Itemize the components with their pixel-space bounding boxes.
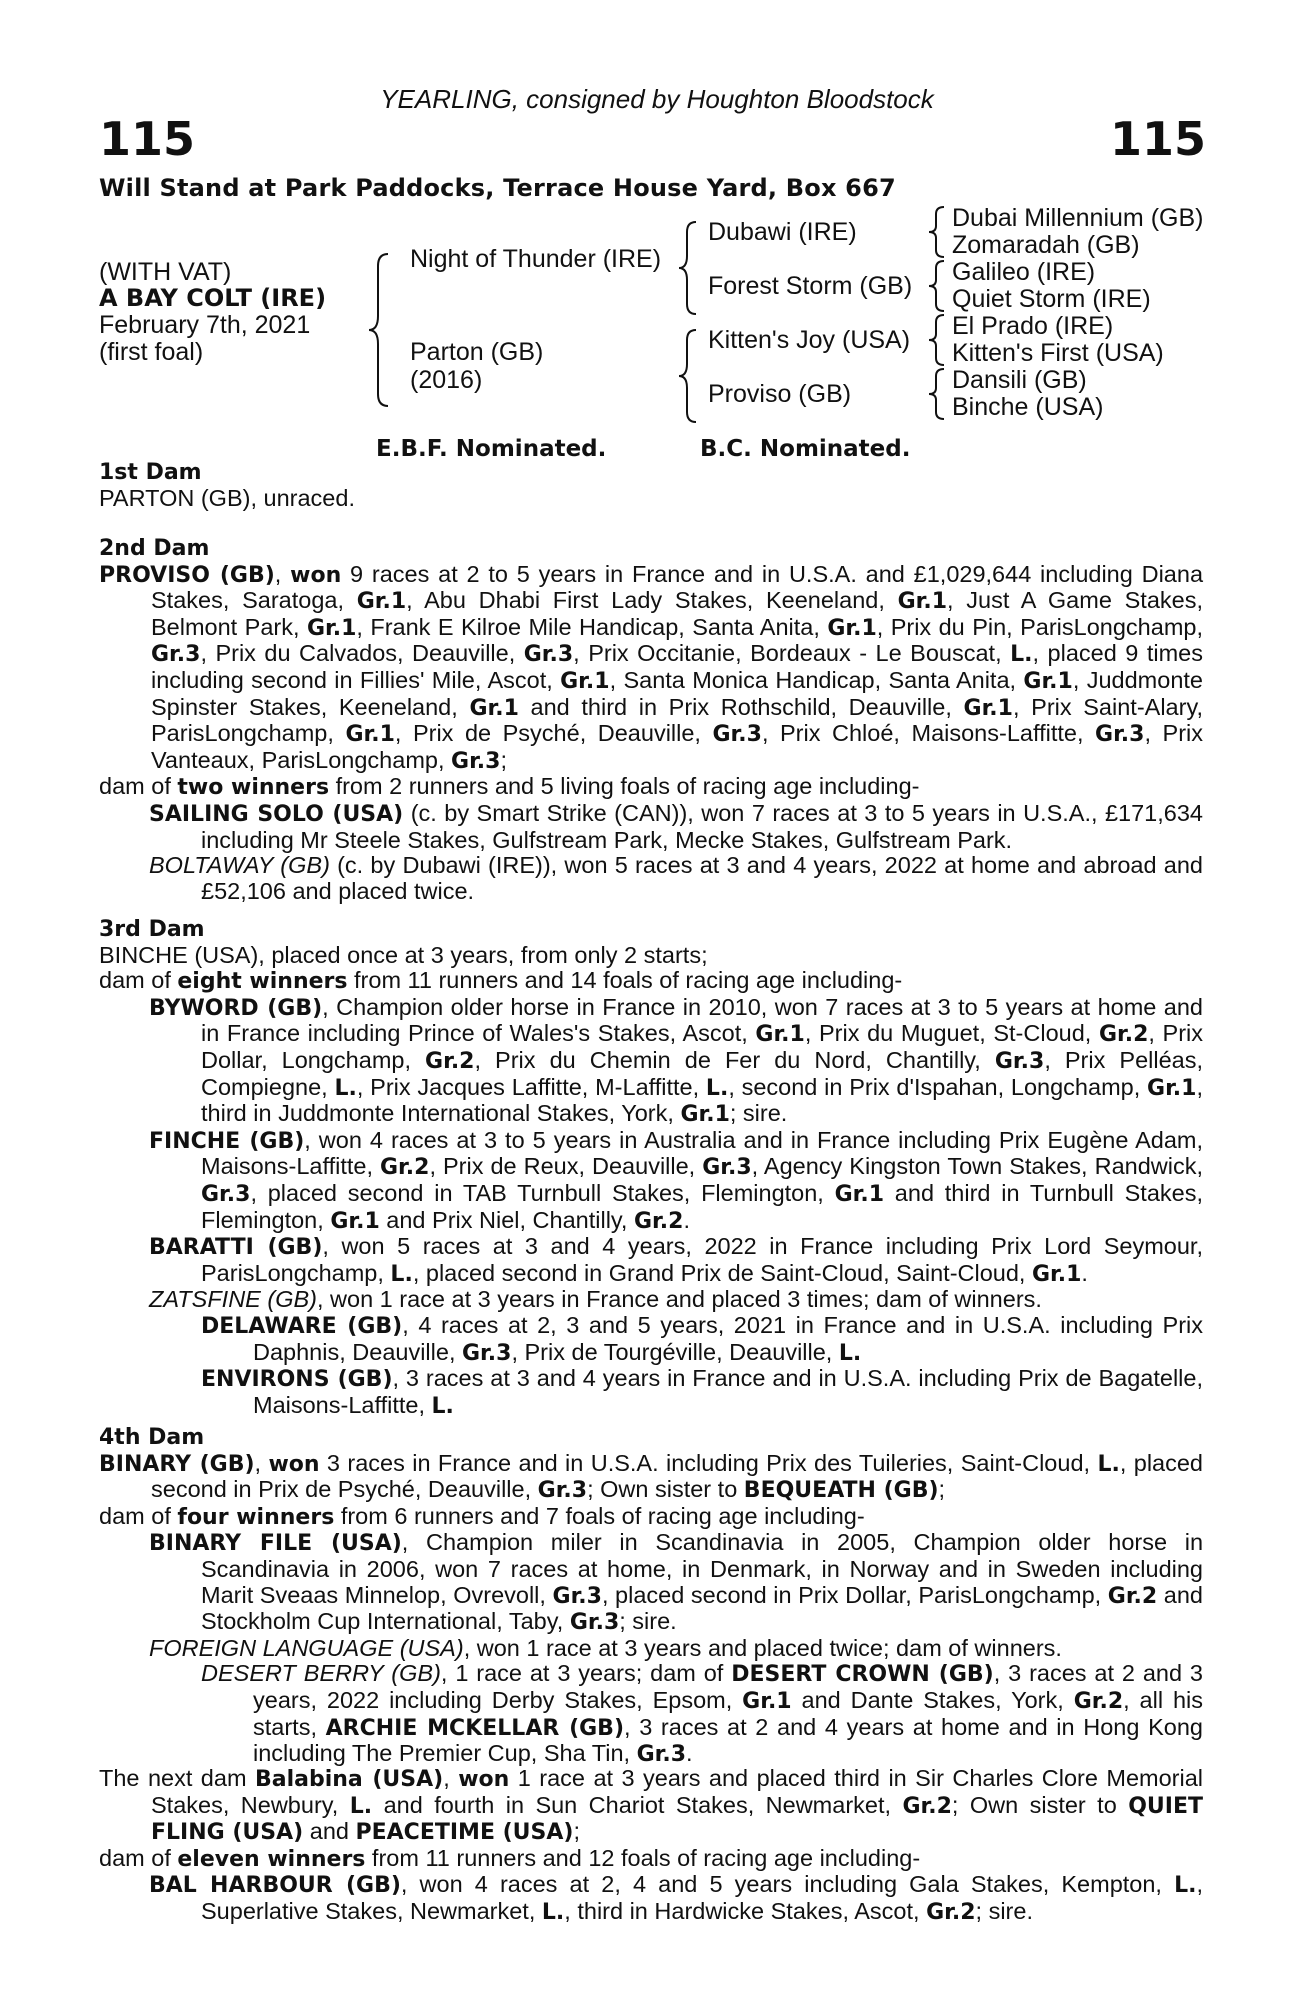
produce-bal-harbour: BAL HARBOUR (GB), won 4 races at 2, 4 and 5 years including Gala Stakes, Kempton, L., Superlative Stakes, Newmarket, L., third in Hardwicke Stakes, Ascot, Gr.2; sire. <box>149 1871 1203 1925</box>
fourth-dam-produce-summary: dam of four winners from 6 runners and 7 foals of racing age including- <box>99 1502 865 1530</box>
pedigree-dd: Proviso (GB) <box>708 380 852 408</box>
next-dam-produce-summary: dam of eleven winners from 11 runners and 12 foals of racing age including- <box>99 1844 921 1872</box>
produce-desert-berry: DESERT BERRY (GB), 1 race at 3 years; dam of DESERT CROWN (GB), 3 races at 2 and 3 years, 2022 including Derby Stakes, Epsom, Gr.1 and Dante Stakes, York, Gr.2, all his starts, ARCHIE MCKELLAR (GB), 3 races at 2 and 4 years at home and in Hong Kong including The Premier Cup, Sha Tin, Gr.3. <box>201 1660 1204 1768</box>
third-dam-entry: BINCHE (USA), placed once at 3 years, from only 2 starts; <box>99 941 708 968</box>
produce-binary-file: BINARY FILE (USA), Champion miler in Scandinavia in 2005, Champion older horse in Scandinavia in 2006, won 7 races at home, in Denmark, in Norway and in Sweden including Marit Sveaas Minnelop, Ovrevoll, Gr.3, placed second in Prix Dollar, ParisLongchamp, Gr.2 and Stockholm Cup International, Taby, Gr.3; sire. <box>149 1529 1204 1636</box>
foaled-date: February 7th, 2021 <box>99 311 311 339</box>
lot-name: A BAY COLT (IRE) <box>99 284 327 312</box>
pedigree-brace-ds <box>926 312 948 368</box>
pedigree-sd: Forest Storm (GB) <box>708 272 913 300</box>
bc-nominated: B.C. Nominated. <box>700 436 911 462</box>
ebf-nominated: E.B.F. Nominated. <box>376 436 607 462</box>
fourth-dam-section <box>99 1425 1203 1768</box>
third-dam-heading: 3rd Dam <box>99 917 205 942</box>
pedigree-ds: Kitten's Joy (USA) <box>708 326 911 354</box>
pedigree-brace-sd <box>926 258 948 314</box>
pedigree-ssd: Zomaradah (GB) <box>952 231 1140 259</box>
second-dam-heading: 2nd Dam <box>99 536 210 561</box>
first-dam-heading: 1st Dam <box>99 460 202 485</box>
produce-zatsfine: ZATSFINE (GB), won 1 race at 3 years in France and placed 3 times; dam of winners. <box>149 1286 1042 1313</box>
produce-delaware: DELAWARE (GB), 4 races at 2, 3 and 5 years, 2021 in France and in U.S.A. including Prix Daphnis, Deauville, Gr.3, Prix de Tourgéville, Deauville, L. <box>201 1311 1204 1366</box>
produce-sailing-solo: SAILING SOLO (USA) (c. by Smart Strike (CAN)), won 7 races at 3 to 5 years in U.S.A., £171,634 including Mr Steele Stakes, Gulfstream Park, Mecke Stakes, Gulfstream Park. <box>149 799 1203 853</box>
pedigree-brace-sire <box>676 218 702 318</box>
pedigree-sds: Galileo (IRE) <box>952 258 1096 286</box>
first-dam-text: PARTON (GB), unraced. <box>99 484 355 511</box>
pedigree-brace-ss <box>926 204 948 260</box>
pedigree-brace-dd <box>926 366 948 422</box>
second-dam-entry: PROVISO (GB), won 9 races at 2 to 5 years in France and in U.S.A. and £1,029,644 including Diana Stakes, Saratoga, Gr.1, Abu Dhabi First Lady Stakes, Keeneland, Gr.1, Just A Game Stakes, Belmont Park, Gr.1, Frank E Kilroe Mile Handicap, Santa Anita, Gr.1, Prix du Pin, ParisLongchamp, Gr.3, Prix du Calvados, Deauville, Gr.3, Prix Occitanie, Bordeaux - Le Bouscat, L., placed 9 times including second in Fillies' Mile, Ascot, Gr.1, Santa Monica Handicap, Santa Anita, Gr.1, Juddmonte Spinster Stakes, Keeneland, Gr.1 and third in Prix Rothschild, Deauville, Gr.1, Prix Saint-Alary, ParisLongchamp, Gr.1, Prix de Psyché, Deauville, Gr.3, Prix Chloé, Maisons-Laffitte, Gr.3, Prix Vanteaux, ParisLongchamp, Gr.3; <box>99 560 1204 774</box>
second-dam-produce-summary: dam of two winners from 2 runners and 5 living foals of racing age including- <box>99 773 920 801</box>
produce-finche: FINCHE (GB), won 4 races at 3 to 5 years in Australia and in France including Prix Eugène Adam, Maisons-Laffitte, Gr.2, Prix de Reux, Deauville, Gr.3, Agency Kingston Town Stakes, Randwick, Gr.3, placed second in TAB Turnbull Stakes, Flemington, Gr.1 and third in Turnbull Stakes, Flemington, Gr.1 and Prix Niel, Chantilly, Gr.2. <box>149 1126 1204 1234</box>
pedigree-sss: Dubai Millennium (GB) <box>952 204 1204 232</box>
consignment-line: YEARLING, consigned by Houghton Bloodstock <box>380 84 934 114</box>
third-dam-produce-summary: dam of eight winners from 11 runners and 14 foals of racing age including- <box>99 967 903 995</box>
next-dam-entry: The next dam Balabina (USA), won 1 race at 3 years and placed third in Sir Charles Clore Memorial Stakes, Newbury, L. and fourth in Sun Chariot Stakes, Newmarket, Gr.2; Own sister to QUIET FLING (USA) and PEACETIME (USA); <box>99 1765 1204 1846</box>
pedigree-sdd: Quiet Storm (IRE) <box>952 285 1151 313</box>
pedigree-dam-year: (2016) <box>410 366 483 394</box>
pedigree-dss: El Prado (IRE) <box>952 312 1114 340</box>
fourth-dam-heading: 4th Dam <box>99 1425 205 1450</box>
first-foal-note: (first foal) <box>99 338 204 366</box>
pedigree-sire: Night of Thunder (IRE) <box>410 245 662 273</box>
lot-number-right: 115 <box>1109 112 1206 166</box>
produce-baratti: BARATTI (GB), won 5 races at 3 and 4 years, 2022 in France including Prix Lord Seymour, ParisLongchamp, L., placed second in Grand Prix de Saint-Cloud, Saint-Cloud, Gr.1. <box>149 1233 1203 1287</box>
pedigree-dsd: Kitten's First (USA) <box>952 339 1164 367</box>
fourth-dam-entry: BINARY (GB), won 3 races in France and in U.S.A. including Prix des Tuileries, Saint-Cloud, L., placed second in Prix de Psyché, Deauville, Gr.3; Own sister to BEQUEATH (GB); <box>99 1449 1203 1504</box>
produce-foreign-language: FOREIGN LANGUAGE (USA), won 1 race at 3 years and placed twice; dam of winners. <box>149 1634 1062 1661</box>
pedigree-brace-dam <box>676 326 702 426</box>
vat-note: (WITH VAT) <box>99 258 232 286</box>
first-dam-section <box>99 460 1203 511</box>
pedigree-brace-main <box>366 250 396 410</box>
produce-byword: BYWORD (GB), Champion older horse in France in 2010, won 7 races at 3 to 5 years at home and in France including Prince of Wales's Stakes, Ascot, Gr.1, Prix du Muguet, St-Cloud, Gr.2, Prix Dollar, Longchamp, Gr.2, Prix du Chemin de Fer du Nord, Chantilly, Gr.3, Prix Pelléas, Compiegne, L., Prix Jacques Laffitte, M-Laffitte, L., second in Prix d'Ispahan, Longchamp, Gr.1, third in Juddmonte International Stakes, York, Gr.1; sire. <box>149 993 1203 1128</box>
third-dam-section <box>99 917 1203 1419</box>
lot-number-left: 115 <box>99 112 196 166</box>
pedigree-ss: Dubawi (IRE) <box>708 218 857 246</box>
second-dam-section <box>99 536 1203 904</box>
next-dam-section <box>99 1766 1203 1926</box>
pedigree-dds: Dansili (GB) <box>952 366 1087 394</box>
produce-environs: ENVIRONS (GB), 3 races at 3 and 4 years in France and in U.S.A. including Prix de Bagatelle, Maisons-Laffitte, L. <box>201 1365 1203 1419</box>
stand-location: Will Stand at Park Paddocks, Terrace House Yard, Box 667 <box>99 174 896 202</box>
pedigree-dam: Parton (GB) <box>410 338 544 366</box>
pedigree-ddd: Binche (USA) <box>952 393 1104 421</box>
produce-boltaway: BOLTAWAY (GB) (c. by Dubawi (IRE)), won 5 races at 3 and 4 years, 2022 at home and abroad and £52,106 and placed twice. <box>149 852 1203 904</box>
